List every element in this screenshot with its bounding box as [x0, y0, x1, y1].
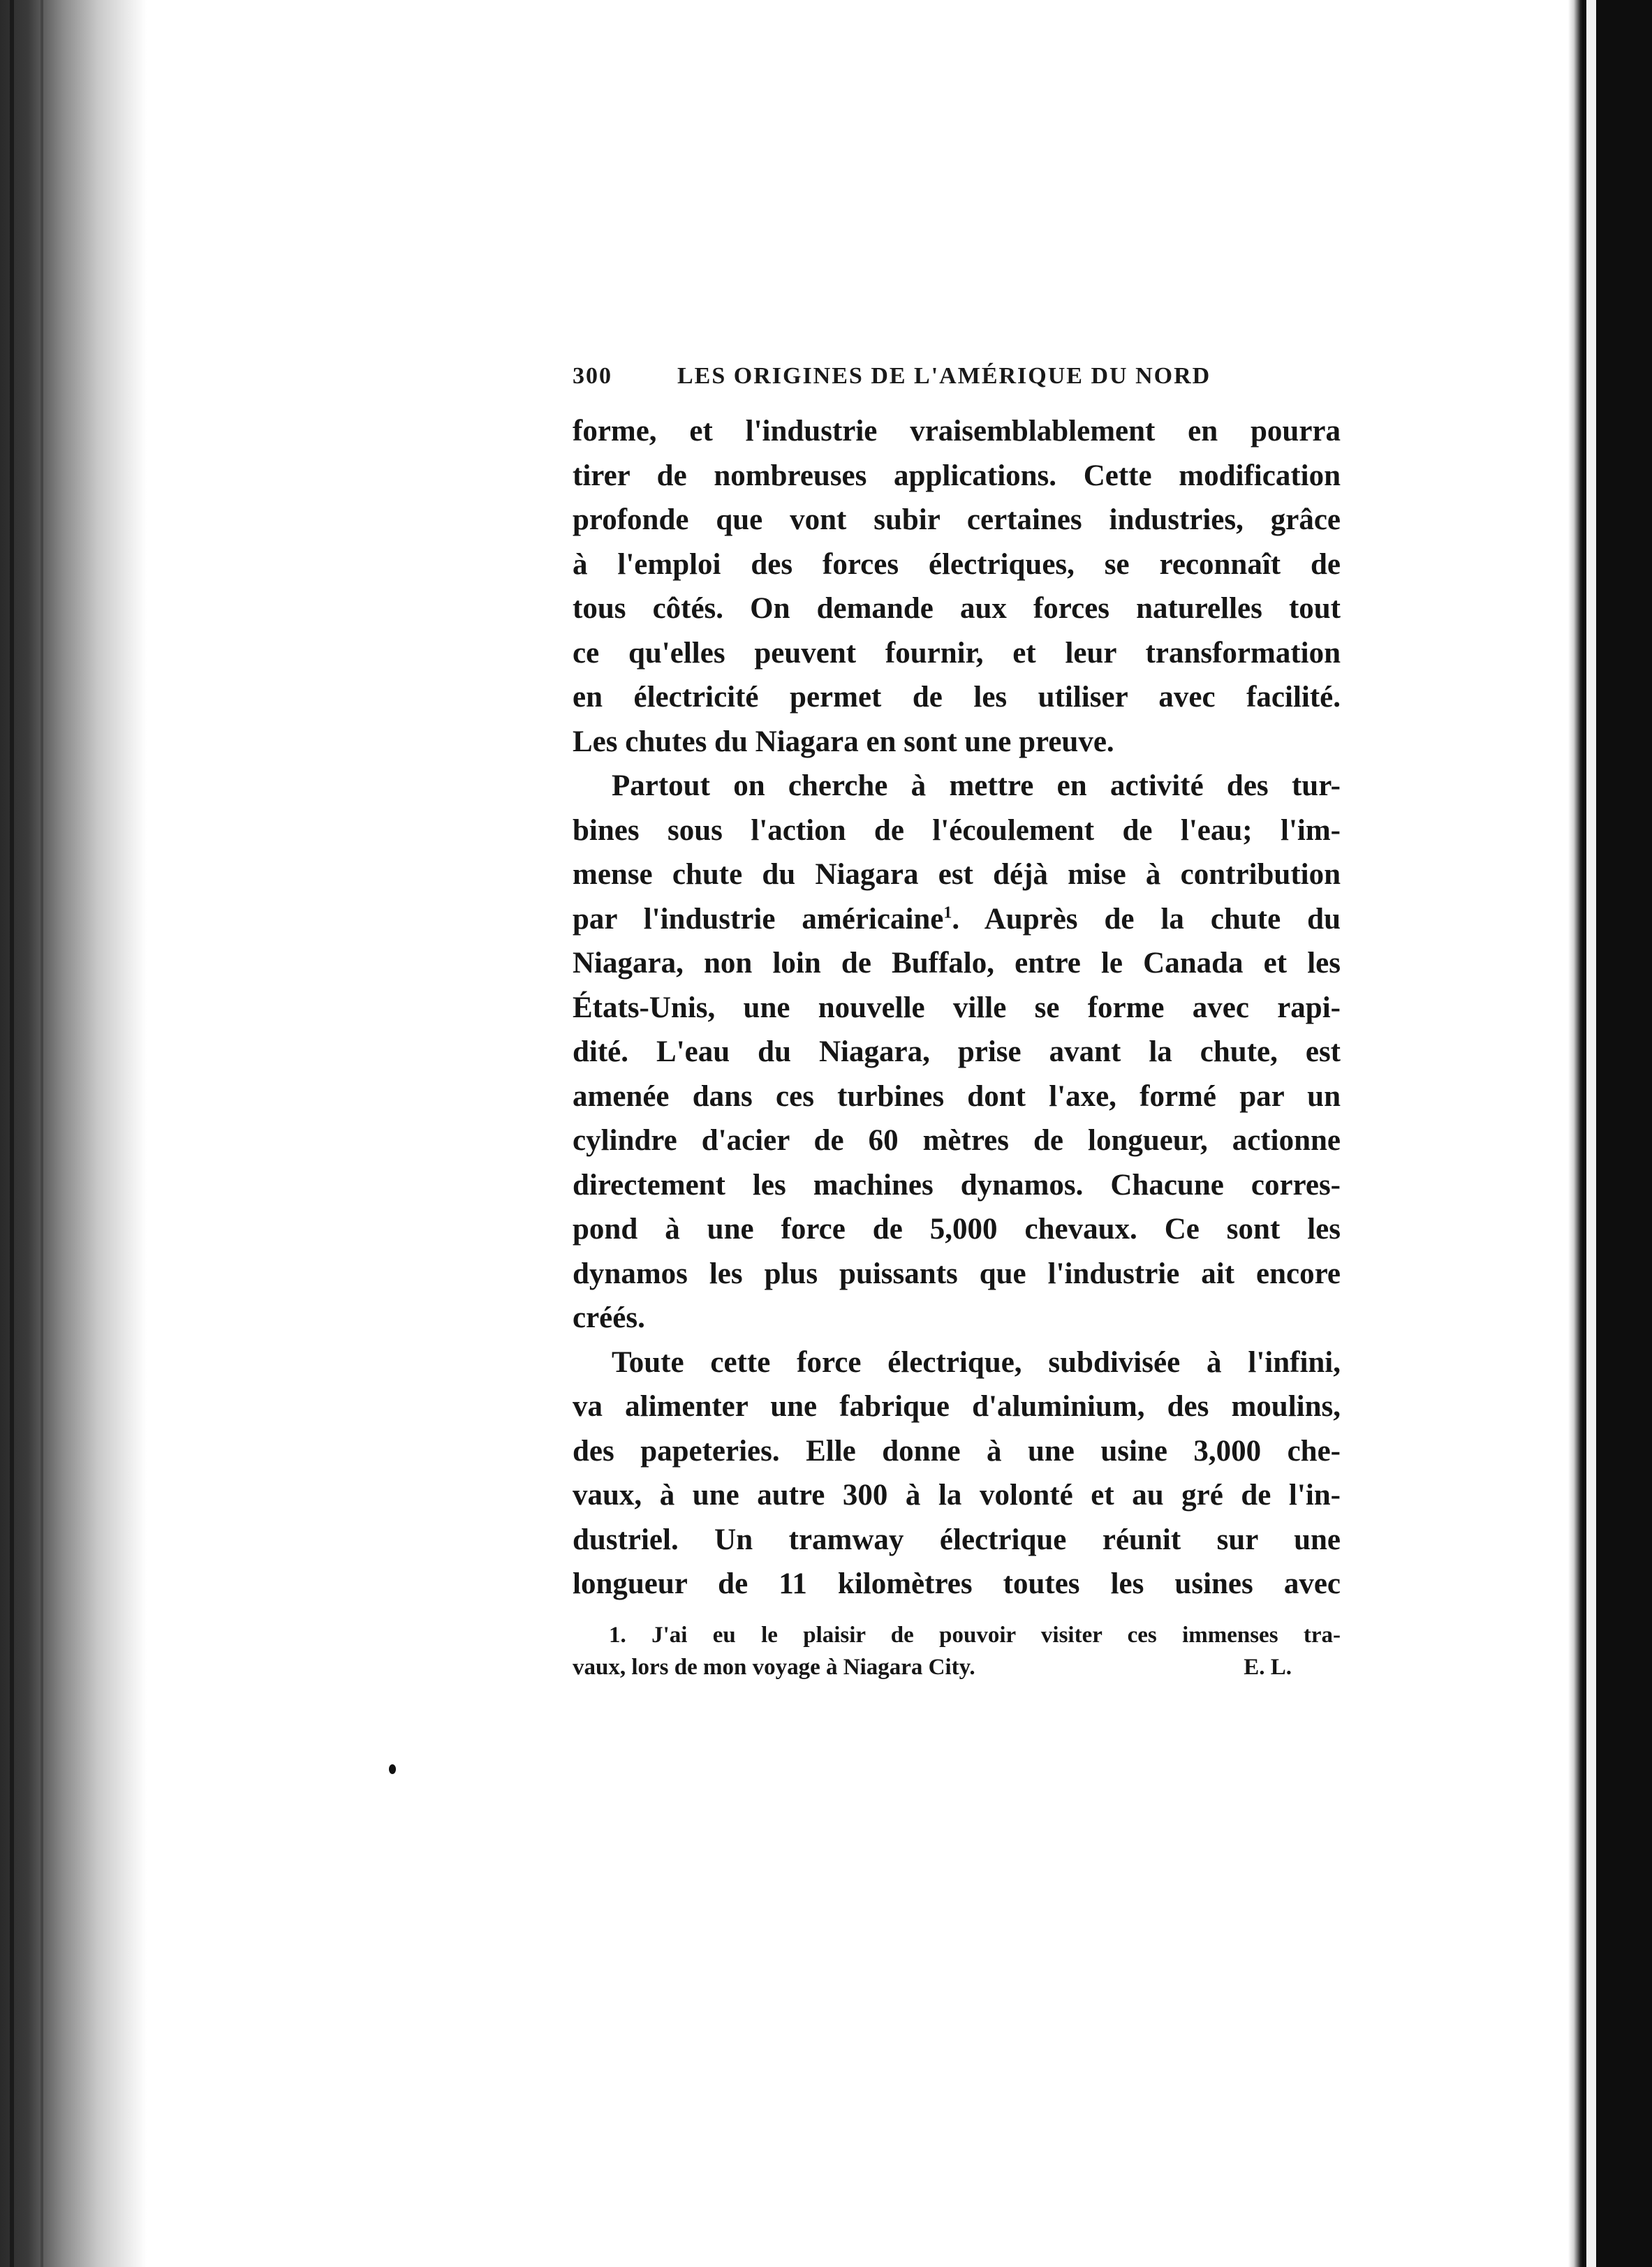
- text-line: cylindre d'acier de 60 mètres de longueur, actionne: [573, 1124, 1341, 1157]
- text-line-with-note: [573, 897, 1341, 942]
- running-header: [573, 363, 1341, 405]
- text-line: mense chute du Niagara est déjà mise à contribution: [573, 858, 1341, 891]
- text-segment: . Auprès de la chute du: [952, 902, 1341, 936]
- paragraph-3: [573, 1341, 1341, 1607]
- text-line: amenée dans ces turbines dont l'axe, formé par un: [573, 1079, 1341, 1113]
- footnote-reference: 1: [943, 903, 952, 922]
- text-line: bines sous l'action de l'écoulement de l'eau; l'im-: [573, 813, 1341, 847]
- text-line: créés.: [573, 1301, 645, 1334]
- running-title: LES ORIGINES DE L'AMÉRIQUE DU NORD: [677, 363, 1211, 389]
- scan-speck: [389, 1764, 396, 1774]
- text-line: dité. L'eau du Niagara, prise avant la chute, est: [573, 1035, 1341, 1068]
- text-line: tous côtés. On demande aux forces naturelles tout: [573, 592, 1341, 625]
- text-line: ce qu'elles peuvent fournir, et leur transformation: [573, 636, 1341, 670]
- text-line: en électricité permet de les utiliser avec facilité.: [573, 681, 1341, 714]
- page-number: 300: [573, 363, 612, 389]
- text-line: des papeteries. Elle donne à une usine 3,000 che-: [573, 1434, 1341, 1468]
- text-line: profonde que vont subir certaines industries, grâce: [573, 503, 1341, 536]
- scan-right-binding: [1568, 0, 1652, 2267]
- text-line: vaux, à une autre 300 à la volonté et au gré de l'in-: [573, 1479, 1341, 1512]
- text-line: dynamos les plus puissants que l'industrie ait encore: [573, 1257, 1341, 1290]
- text-line: dustriel. Un tramway électrique réunit sur une: [573, 1523, 1341, 1556]
- text-line: directement les machines dynamos. Chacune corres-: [573, 1168, 1341, 1202]
- text-line: à l'emploi des forces électriques, se reconnaît de: [573, 547, 1341, 581]
- paragraph-2: [573, 764, 1341, 1341]
- footnote-line-2: [573, 1651, 1341, 1683]
- text-line: forme, et l'industrie vraisemblablement en pourra: [573, 415, 1341, 448]
- text-line: tirer de nombreuses applications. Cette modification: [573, 459, 1341, 492]
- book-page: [573, 363, 1341, 1683]
- text-line: longueur de 11 kilomètres toutes les usines avec: [573, 1567, 1341, 1600]
- text-line: Les chutes du Niagara en sont une preuve.: [573, 725, 1114, 758]
- footnote-signature: E. L.: [1244, 1654, 1292, 1680]
- scan-left-margin: [0, 0, 147, 2267]
- text-line: États-Unis, une nouvelle ville se forme avec rapi-: [573, 991, 1341, 1024]
- paragraph-1: [573, 409, 1341, 764]
- text-segment: par l'industrie américaine: [573, 902, 944, 936]
- footnote-line: 1. J'ai eu le plaisir de pouvoir visiter ces immenses tra-: [609, 1622, 1341, 1648]
- body-text: [573, 409, 1341, 1607]
- footnote-text: vaux, lors de mon voyage à Niagara City.: [573, 1654, 975, 1680]
- text-line: va alimenter une fabrique d'aluminium, des moulins,: [573, 1390, 1341, 1423]
- text-line: Niagara, non loin de Buffalo, entre le Canada et les: [573, 947, 1341, 980]
- text-line: Partout on cherche à mettre en activité des tur-: [612, 769, 1341, 802]
- text-line: pond à une force de 5,000 chevaux. Ce sont les: [573, 1213, 1341, 1246]
- footnote: [573, 1619, 1341, 1683]
- text-line: Toute cette force électrique, subdivisée à l'infini,: [612, 1345, 1341, 1379]
